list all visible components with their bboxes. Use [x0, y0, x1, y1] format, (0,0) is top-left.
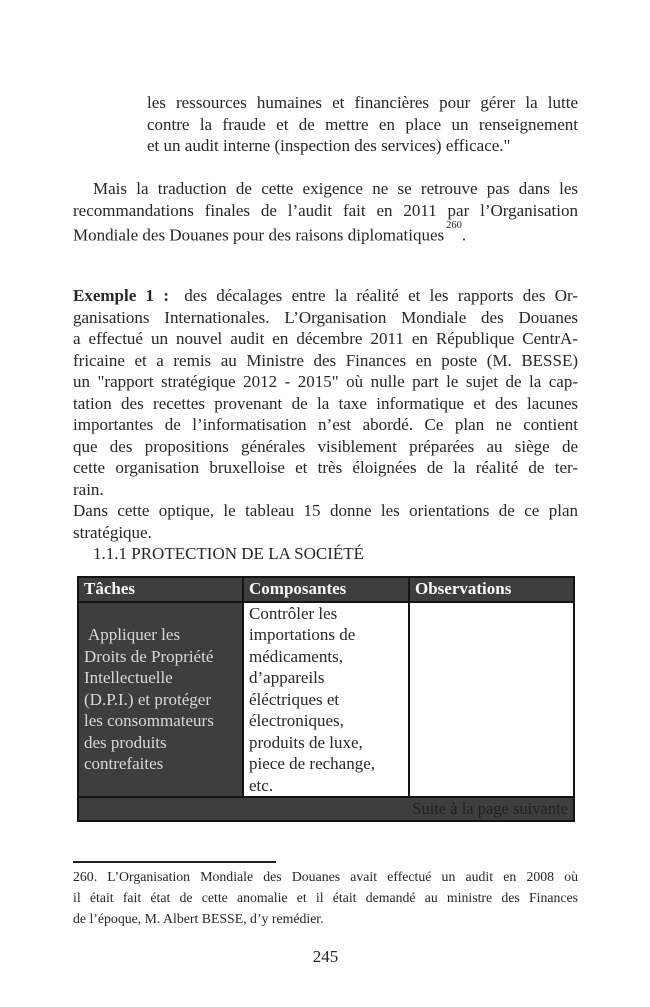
text-line: contre la fraude et de mettre en place un renseignement — [147, 114, 578, 134]
block-quote — [147, 92, 578, 157]
page-number: 245 — [312, 947, 339, 966]
example-first-line-rest: des décalages entre la réalité et les rapports des Or- — [184, 286, 579, 305]
text-line: tation des recettes provenant de la taxe informatique et des lacunes — [73, 393, 578, 413]
text-line: importations de — [249, 625, 356, 644]
text-line: éléctriques et — [249, 689, 340, 709]
column-header-composantes: Composantes — [243, 577, 409, 602]
text-line: (D.P.I.) et protéger — [84, 689, 211, 709]
footnote — [73, 866, 578, 929]
quote-last-line: et un audit interne (inspection des services) efficace." — [147, 136, 511, 155]
column-header-observations: Observations — [409, 577, 574, 602]
text-line: produits de luxe, — [249, 732, 363, 752]
text-line: les ressources humaines et financières pour gérer la lutte — [147, 93, 578, 112]
text-line: etc. — [249, 775, 274, 795]
cell-observations — [409, 602, 574, 798]
text-line: des produits — [84, 732, 167, 752]
column-header-taches: Tâches — [78, 577, 243, 602]
paragraph-last-punct: . — [461, 225, 467, 245]
orientations-table-wrap — [77, 576, 573, 822]
text-line: importantes de l’informatisation n’est abordé. Ce plan ne contient — [73, 415, 578, 434]
footnote-lines — [73, 866, 578, 908]
table-continuation-row — [78, 797, 574, 821]
text-line: ganisations Internationales. L’Organisation Mondiale des Douanes — [73, 307, 578, 327]
text-line: piece de rechange, — [249, 754, 375, 773]
paragraph-audit-2011 — [73, 178, 578, 246]
text-line: recommandations finales de l’audit fait en 2011 par l’Organisation — [73, 200, 578, 220]
example-lines — [73, 307, 578, 479]
section-heading: 1.1.1 PROTECTION DE LA SOCIÉTÉ — [93, 544, 365, 563]
paragraph-lines — [73, 178, 578, 221]
example-label: Exemple 1 : — [73, 286, 169, 305]
orientations-table — [77, 576, 575, 822]
text-line: Mais la traduction de cette exigence ne se retrouve pas dans les — [93, 179, 578, 198]
text-line: contrefaites — [84, 754, 164, 773]
text-line: il était fait état de cette anomalie et il était demandé au ministre des Finances — [73, 890, 578, 905]
text-line: Appliquer les — [88, 625, 181, 644]
text-line: a effectué un nouvel audit en décembre 2011 en République CentrA- — [73, 329, 578, 348]
footnote-reference: 260 — [446, 220, 462, 231]
paragraph-last-text: Mondiale des Douanes pour des raisons diplomatiques — [73, 225, 445, 245]
paragraph-tableau-15-last-line: stratégique. — [73, 522, 152, 542]
text-line: cette organisation bruxelloise et très éloignées de la réalité de ter- — [73, 458, 578, 477]
paragraph-last-line — [73, 221, 578, 246]
text-line: un "rapport stratégique 2012 - 2015" où nulle part le sujet de la cap- — [73, 372, 578, 391]
text-line: fricaine et a remis au Ministre des Finances en poste (M. BESSE) — [73, 350, 578, 370]
text-line: que des propositions générales visiblement préparées au siège de — [73, 436, 578, 456]
text-line: Intellectuelle — [84, 668, 173, 687]
table-header-row — [78, 577, 574, 602]
text-line: médicaments, — [249, 646, 343, 666]
footnote-last-line: de l’époque, M. Albert BESSE, d’y remédier. — [73, 911, 324, 926]
text-line: d’appareils — [249, 668, 325, 687]
cell-composantes — [243, 602, 409, 798]
text-line: les consommateurs — [84, 711, 214, 730]
example-first-line — [73, 285, 578, 307]
example-block — [73, 285, 578, 565]
footnote-rule — [73, 861, 276, 863]
text-line: Dans cette optique, le tableau 15 donne les orientations de ce plan — [73, 501, 578, 520]
table-continuation: Suite à la page suivante — [78, 797, 574, 821]
table-row — [78, 602, 574, 798]
text-line: 260. L’Organisation Mondiale des Douanes avait effectué un audit en 2008 où — [73, 869, 578, 884]
text-line: Droits de Propriété — [84, 646, 214, 666]
paragraph-tableau-15 — [73, 500, 578, 522]
text-line: Contrôler les — [249, 603, 338, 623]
cell-taches — [78, 602, 243, 798]
example-last-line: rain. — [73, 479, 104, 499]
quote-lines — [147, 92, 578, 135]
text-line: électroniques, — [249, 711, 344, 730]
